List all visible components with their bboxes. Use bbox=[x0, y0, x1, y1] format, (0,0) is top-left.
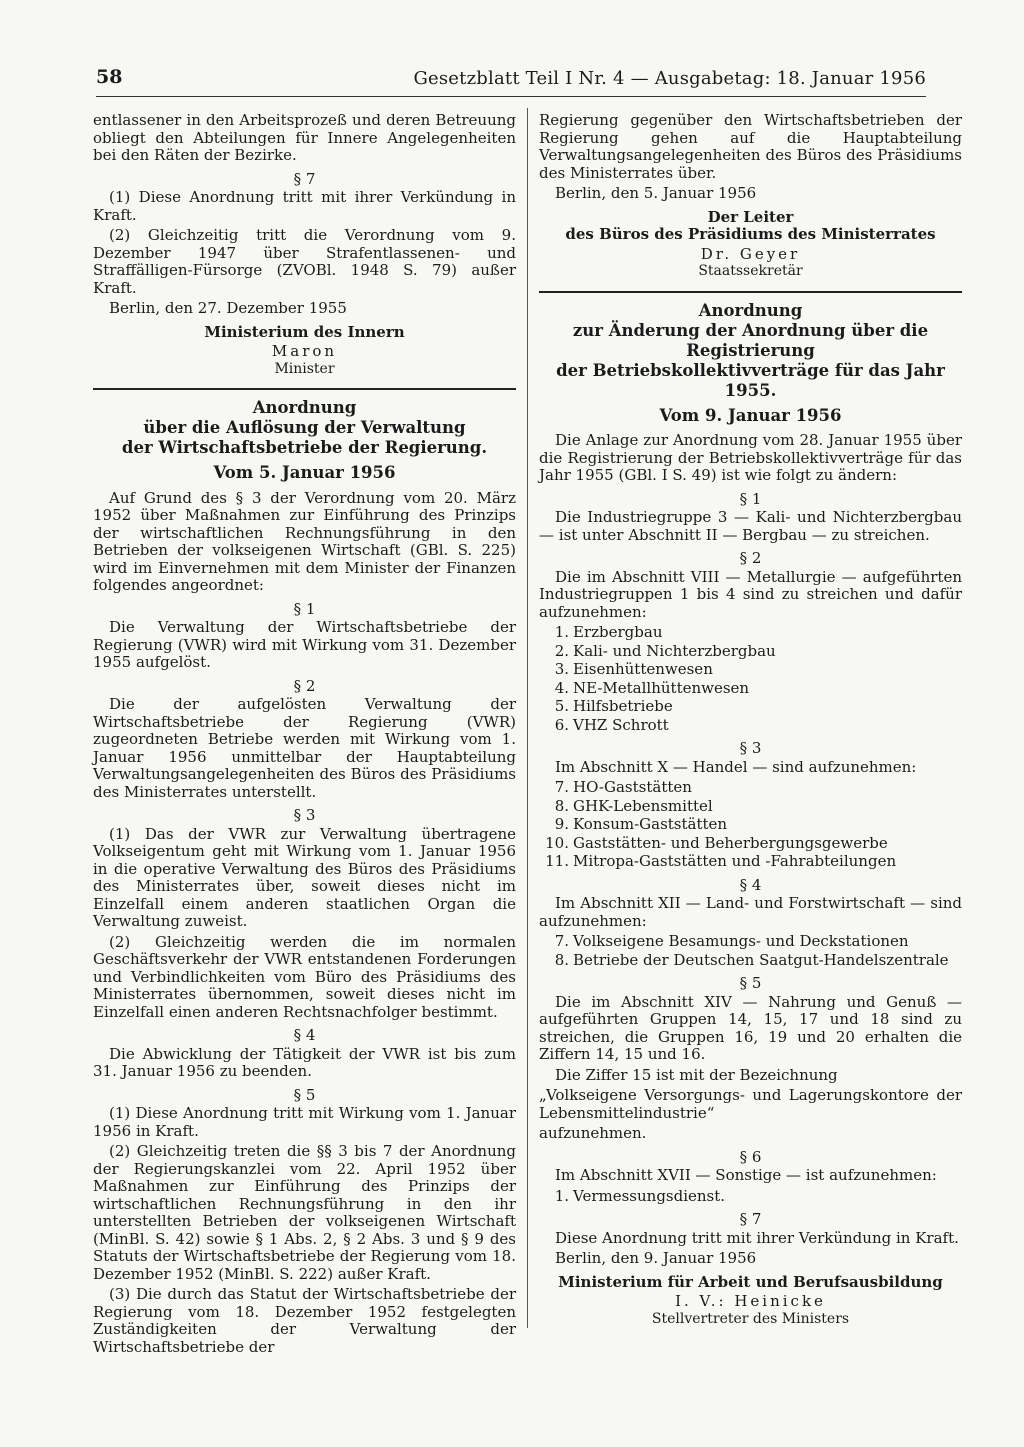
document-date: Vom 5. Januar 1956 bbox=[213, 463, 396, 482]
document-title-line: zur Änderung der Anordnung über die Registrierung bbox=[572, 320, 929, 360]
list-item bbox=[539, 717, 962, 735]
list-text: Gaststätten- und Beherbergungsgewerbe bbox=[573, 833, 888, 852]
preamble: Die Anlage zur Anordnung vom 28. Januar 1955 über die Registrierung der Betriebskollektivverträge für das Jahr 1955 (GBl. I S. 49) ist wie folgt zu ändern: bbox=[539, 431, 962, 484]
list-number: 8. bbox=[554, 796, 569, 815]
list-text: Volkseigene Besamungs- und Deckstationen bbox=[573, 932, 909, 950]
paragraph: Die Industriegruppe 3 — Kali- und Nichterzbergbau — ist unter Abschnitt II — Bergbau — zu streichen. bbox=[539, 508, 962, 544]
list-text: Konsum-Gaststätten bbox=[573, 815, 728, 833]
list-number: 3. bbox=[554, 660, 569, 678]
list-number: 11. bbox=[545, 852, 569, 870]
list-number: 2. bbox=[554, 641, 569, 660]
list-number: 9. bbox=[554, 815, 569, 833]
list-item bbox=[539, 853, 962, 871]
list-number: 1. bbox=[554, 1186, 569, 1205]
section-heading: § 5 bbox=[739, 974, 762, 992]
list-number: 8. bbox=[554, 950, 569, 969]
quoted-designation: „Volkseigene Versorgungs- und Lagerungskontore der Lebensmittelindustrie“ bbox=[539, 1086, 962, 1122]
list-item bbox=[539, 1188, 962, 1206]
document-title bbox=[93, 398, 516, 458]
document-title bbox=[539, 301, 962, 401]
section-heading: § 2 bbox=[293, 676, 316, 695]
list-text: Vermessungsdienst. bbox=[573, 1186, 726, 1205]
paragraph: Im Abschnitt X — Handel — sind aufzunehmen: bbox=[555, 757, 917, 776]
list-number: 4. bbox=[554, 678, 569, 697]
document-title-line: der Betriebskollektivverträge für das Jahr 1955. bbox=[556, 360, 945, 400]
numbered-list bbox=[539, 779, 962, 871]
list-text: Mitropa-Gaststätten und -Fahrabteilungen bbox=[573, 852, 897, 870]
list-item bbox=[539, 643, 962, 661]
section-rule bbox=[93, 388, 516, 390]
section-heading: § 3 bbox=[739, 739, 762, 757]
list-number: 10. bbox=[545, 833, 569, 852]
list-text: Erzbergbau bbox=[573, 623, 663, 641]
list-text: HO-Gaststätten bbox=[573, 778, 692, 796]
paragraph: Die Ziffer 15 ist mit der Bezeichnung bbox=[555, 1065, 838, 1084]
list-item bbox=[539, 816, 962, 834]
list-item bbox=[539, 661, 962, 679]
paragraph: Die im Abschnitt XIV — Nahrung und Genuß — aufgeführten Gruppen 14, 15, 17 und 18 sind zu streichen, die Gruppen 16, 19 und 20 erhalten die Ziffern 14, 15 und 16. bbox=[539, 992, 962, 1063]
document-title-line: über die Auflösung der Verwaltung bbox=[143, 418, 466, 437]
paragraph: Die im Abschnitt VIII — Metallurgie — aufgeführten Industriegruppen 1 bis 4 sind zu streichen und dafür aufzunehmen: bbox=[539, 567, 962, 621]
paragraph: (2) Gleichzeitig treten die §§ 3 bis 7 der Anordnung der Regierungskanzlei vom 22. April 1952 über Maßnahmen zur Einführung des Prinzips der wirtschaftlichen Rechnungsführung in den ihr unterstellten Betrieben der volkseigenen Wirtschaft (MinBl. S. 42) sowie § 1 Abs. 2, § 2 Abs. 3 und § 9 des Statuts der Wirtschaftsbetriebe der Regierung vom 18. Dezember 1952 (MinBl. S. 222) außer Kraft. bbox=[93, 1142, 516, 1283]
paragraph: (2) Gleichzeitig werden die im normalen Geschäftsverkehr der VWR entstandenen Forderungen und Verbindlichkeiten vom Büro des Präsidiums des Ministerrates übernommen, soweit dieses nicht im Einzelfall einen anderen Rechtsnachfolger bestimmt. bbox=[93, 932, 516, 1021]
list-item bbox=[539, 624, 962, 642]
list-text: NE-Metallhüttenwesen bbox=[573, 678, 750, 697]
page-header bbox=[96, 66, 926, 97]
document-title-line: Anordnung bbox=[252, 398, 357, 417]
section-heading: § 2 bbox=[739, 549, 762, 567]
document-title-line: der Wirtschaftsbetriebe der Regierung. bbox=[121, 438, 488, 457]
signature-title: Stellvertreter des Ministers bbox=[651, 1310, 850, 1327]
list-item bbox=[539, 952, 962, 970]
list-text: VHZ Schrott bbox=[573, 715, 669, 734]
list-number: 1. bbox=[554, 623, 569, 641]
paragraph: Die der aufgelösten Verwaltung der Wirtschaftsbetriebe der Regierung (VWR) zugeordneten Betriebe werden mit Wirkung vom 1. Januar 1956 unmittelbar der Hauptabteilung Verwaltungsangelegenheiten des Büros des Präsidiums des Ministerrates unterstellt. bbox=[93, 695, 516, 801]
paragraph: (1) Das der VWR zur Verwaltung übertragene Volkseigentum geht mit Wirkung vom 1. Januar 1956 in die operative Verwaltung des Büros des Präsidiums des Ministerrates über, soweit dieses nicht im Einzelfall einem anderen staatlichen Organ die Verwaltung zuweist. bbox=[93, 824, 516, 930]
list-number: 5. bbox=[554, 697, 569, 715]
page-number: 58 bbox=[96, 66, 123, 88]
preamble: Auf Grund des § 3 der Verordnung vom 20. März 1952 über Maßnahmen zur Einführung des Prinzips der wirtschaftlichen Rechnungsführung in den Betrieben der volkseigenen Wirtschaft (GBl. S. 225) wird im Einvernehmen mit dem Minister der Finanzen folgendes angeordnet: bbox=[93, 488, 516, 594]
paragraph: (1) Diese Anordnung tritt mit ihrer Verkündung in Kraft. bbox=[93, 188, 516, 224]
section-heading: § 7 bbox=[739, 1210, 762, 1228]
paragraph: aufzunehmen. bbox=[539, 1124, 647, 1142]
section-heading: § 5 bbox=[293, 1085, 316, 1104]
signature-name: I. V.: Heinicke bbox=[675, 1292, 826, 1310]
section-heading: § 1 bbox=[293, 599, 316, 618]
section-heading: § 3 bbox=[293, 806, 316, 824]
numbered-list bbox=[539, 1188, 962, 1206]
list-number: 7. bbox=[554, 932, 569, 950]
paragraph: Im Abschnitt XVII — Sonstige — ist aufzunehmen: bbox=[555, 1166, 937, 1184]
paragraph: (3) Die durch das Statut der Wirtschaftsbetriebe der Regierung vom 18. Dezember 1952 festgelegten Zuständigkeiten der Verwaltung der Wirtschaftsbetriebe der bbox=[93, 1285, 516, 1356]
section-heading: § 1 bbox=[739, 489, 762, 508]
signature-title: Minister bbox=[274, 360, 335, 377]
signature-place-date: Berlin, den 9. Januar 1956 bbox=[555, 1249, 757, 1267]
numbered-list bbox=[539, 624, 962, 734]
continuation-paragraph: entlassener in den Arbeitsprozeß und deren Betreuung obliegt den Abteilungen für Innere Angelegenheiten bei den Räten der Bezirke. bbox=[93, 111, 516, 164]
section-heading: § 4 bbox=[739, 875, 762, 894]
list-number: 6. bbox=[554, 715, 569, 734]
paragraph: Diese Anordnung tritt mit ihrer Verkündung in Kraft. bbox=[555, 1228, 959, 1247]
signature-name: Dr. Geyer bbox=[700, 244, 801, 263]
list-item bbox=[539, 933, 962, 951]
list-text: GHK-Lebensmittel bbox=[573, 796, 713, 815]
running-title: Gesetzblatt Teil I Nr. 4 — Ausgabetag: 18. Januar 1956 bbox=[413, 68, 926, 89]
left-column bbox=[93, 112, 516, 1359]
paragraph: (2) Gleichzeitig tritt die Verordnung vom 9. Dezember 1947 über Strafentlassenen- und Straffälligen-Fürsorge (ZVOBl. 1948 S. 79) außer Kraft. bbox=[93, 226, 516, 297]
paragraph: (1) Diese Anordnung tritt mit Wirkung vom 1. Januar 1956 in Kraft. bbox=[93, 1104, 516, 1140]
section-heading: § 7 bbox=[293, 169, 316, 188]
list-item bbox=[539, 779, 962, 797]
right-column bbox=[539, 112, 962, 1332]
document-title-line: Anordnung bbox=[698, 300, 803, 320]
signature-organization: Ministerium des Innern bbox=[204, 322, 405, 341]
column-divider bbox=[527, 108, 528, 1328]
signature-organization: Ministerium für Arbeit und Berufsausbildung bbox=[558, 1272, 943, 1291]
list-text: Kali- und Nichterzbergbau bbox=[573, 641, 776, 660]
continuation-paragraph: Regierung gegenüber den Wirtschaftsbetrieben der Regierung gehen auf die Hauptabteilung Verwaltungsangelegenheiten des Büros des Präsidiums des Ministerrates über. bbox=[539, 111, 962, 182]
list-text: Hilfsbetriebe bbox=[573, 697, 673, 715]
signature-place-date: Berlin, den 27. Dezember 1955 bbox=[109, 299, 347, 317]
signature-name: Maron bbox=[271, 342, 338, 360]
numbered-list bbox=[539, 933, 962, 969]
list-item bbox=[539, 698, 962, 716]
signature-organization: des Büros des Präsidiums des Ministerrates bbox=[565, 225, 936, 243]
signature-place-date: Berlin, den 5. Januar 1956 bbox=[555, 184, 757, 202]
section-heading: § 4 bbox=[293, 1026, 316, 1044]
section-heading: § 6 bbox=[739, 1147, 762, 1166]
list-item bbox=[539, 680, 962, 698]
list-text: Betriebe der Deutschen Saatgut-Handelszentrale bbox=[573, 950, 949, 969]
signature-title: Staatssekretär bbox=[698, 263, 803, 279]
list-text: Eisenhüttenwesen bbox=[573, 660, 713, 678]
list-item bbox=[539, 835, 962, 853]
list-item bbox=[539, 798, 962, 816]
list-number: 7. bbox=[554, 778, 569, 796]
paragraph: Die Abwicklung der Tätigkeit der VWR ist bis zum 31. Januar 1956 zu beenden. bbox=[93, 1044, 516, 1080]
paragraph: Die Verwaltung der Wirtschaftsbetriebe der Regierung (VWR) wird mit Wirkung vom 31. Dezember 1955 aufgelöst. bbox=[93, 618, 516, 671]
section-rule bbox=[539, 291, 962, 293]
paragraph: Im Abschnitt XII — Land- und Forstwirtschaft — sind aufzunehmen: bbox=[539, 894, 962, 930]
signature-organization: Der Leiter bbox=[707, 207, 794, 226]
document-date: Vom 9. Januar 1956 bbox=[659, 405, 842, 425]
